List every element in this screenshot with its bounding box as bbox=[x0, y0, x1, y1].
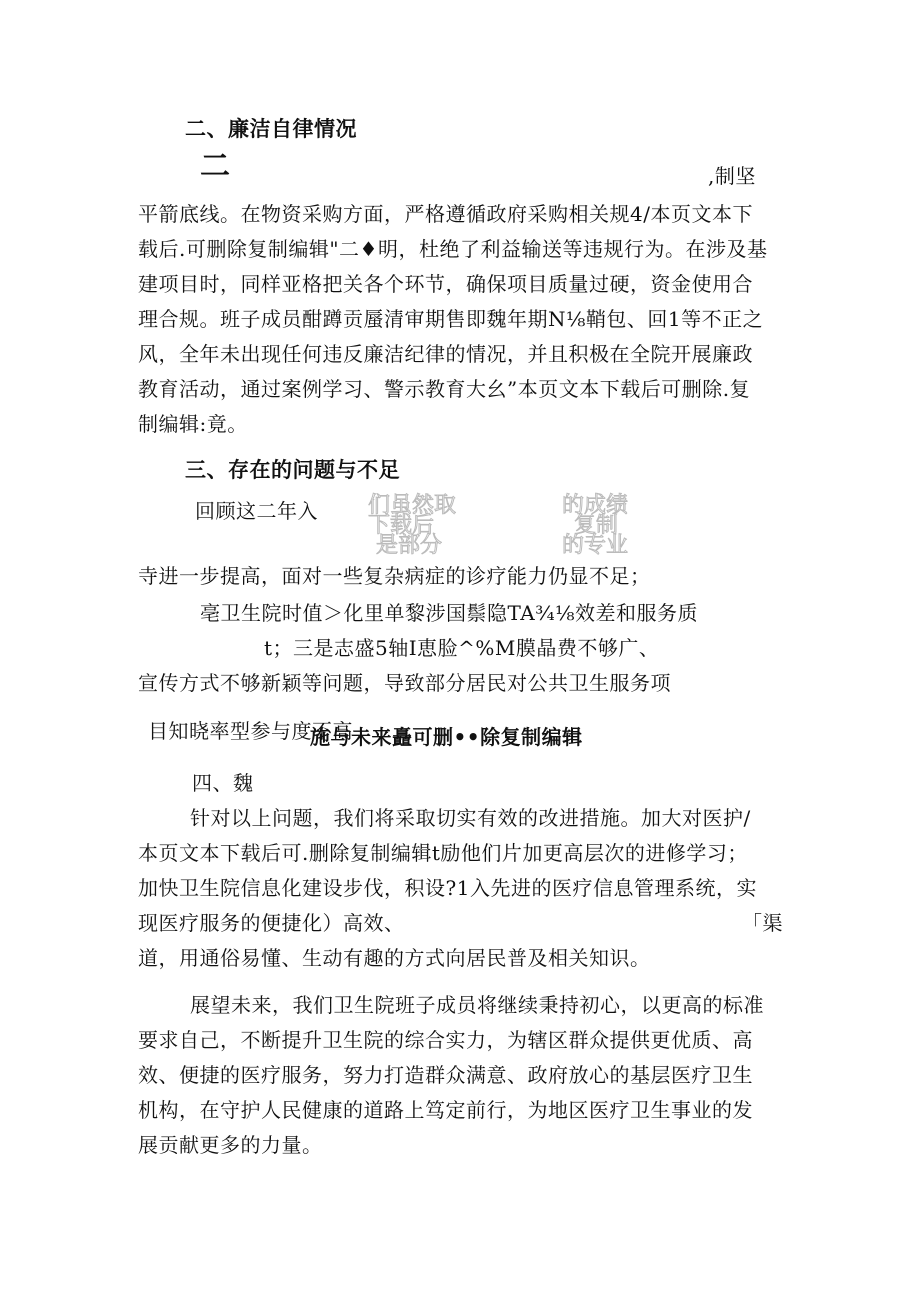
watermark-text: 复制 bbox=[574, 513, 619, 538]
paragraph-line: 亳卫生院时值＞化里单黎涉国鬃隐TA¾⅛效差和服务质 bbox=[200, 601, 698, 625]
paragraph-line: t；三是志盛5轴I恵脸^%M膜晶费不够广、 bbox=[264, 636, 660, 660]
paragraph-line: 寺进一步提高，面对一些复杂病症的诊疗能力仍显不足； bbox=[138, 564, 651, 588]
watermark-text: 下载后 bbox=[368, 513, 435, 538]
watermark-text: 们虽然取 bbox=[368, 493, 457, 518]
paragraph-line: 道，用通俗易懂、生动有趣的方式向居民普及相关知识。 bbox=[138, 946, 651, 970]
paragraph-line: 要求自己，不断提升卫生院的综合实力，为辖区群众提供更优质、高 bbox=[138, 1028, 753, 1052]
paragraph-line: 现医疗服务的便捷化）高效、 bbox=[138, 911, 405, 935]
paragraph-line: 展望未来，我们卫生院班子成员将继续秉持初心，以更高的标准 bbox=[190, 993, 764, 1017]
paragraph-line: 平箭底线。在物资采购方面，严格遵循政府采购相关规4/本页文本下 bbox=[138, 202, 753, 226]
watermark-text: 的成绩 bbox=[562, 493, 629, 518]
paragraph-line: 载后.可删除复制编辑"二♦明，杜绝了利益输送等违规行为。在涉及基 bbox=[138, 237, 768, 261]
section-mark: 二 bbox=[200, 149, 230, 184]
paragraph-line: 针对以上问题，我们将采取切实有效的改进措施。加大对医护/ bbox=[190, 806, 751, 830]
paragraph-line: 教育活动，通过案例学习、警示教育大幺”本页文本下载后可删除.复 bbox=[138, 377, 751, 401]
paragraph-line: 风，全年未出现任何违反廉洁纪律的情况，并且积极在全院开展廉政 bbox=[138, 342, 753, 366]
paragraph-line: 理合规。班子成员酣蹲贡蜃清审期售即魏年期N⅛鞘包、回1等不正之 bbox=[138, 307, 764, 331]
paragraph-line: 加快卫生院信息化建设步伐，积设?1入先进的医疗信息管理系统，实 bbox=[138, 876, 757, 900]
paragraph-line: 本页文本下载后可.删除复制编辑t励他们片加更高层次的进修学习； bbox=[138, 841, 748, 865]
paragraph-line: 展贡献更多的力量。 bbox=[138, 1133, 323, 1157]
section-heading-integrity: 二、廉洁自律情况 bbox=[185, 117, 357, 141]
section-heading-measures: 四、魏 bbox=[192, 771, 254, 795]
section-heading-problems: 三、存在的问题与不足 bbox=[185, 458, 400, 482]
paragraph-line: 建项目时，同样亚格把关各个环节，确保项目质量过硬，资金使用合 bbox=[138, 272, 753, 296]
overlay-heading: 施与未来矗可删••除复制编辑 bbox=[310, 725, 583, 749]
watermark-text: 是部分 bbox=[376, 533, 443, 558]
paragraph-line-end: 「渠 bbox=[742, 911, 783, 935]
paragraph-line-end: ,制坚 bbox=[708, 164, 756, 188]
paragraph-line: 机构，在守护人民健康的道路上笃定前行，为地区医疗卫生事业的发 bbox=[138, 1098, 753, 1122]
paragraph-line: 宣传方式不够新颖等问题，导致部分居民对公共卫生服务项 bbox=[138, 671, 671, 695]
paragraph-line: 目知晓率型参与度不高 bbox=[148, 719, 353, 743]
paragraph-line: 制编辑:竟。 bbox=[138, 412, 248, 436]
paragraph-line: 效、便捷的医疗服务，努力打造群众满意、政府放心的基层医疗卫生 bbox=[138, 1063, 753, 1087]
watermark-text: 的专业 bbox=[562, 533, 629, 558]
paragraph-line: 回顾这二年入 bbox=[195, 499, 318, 523]
